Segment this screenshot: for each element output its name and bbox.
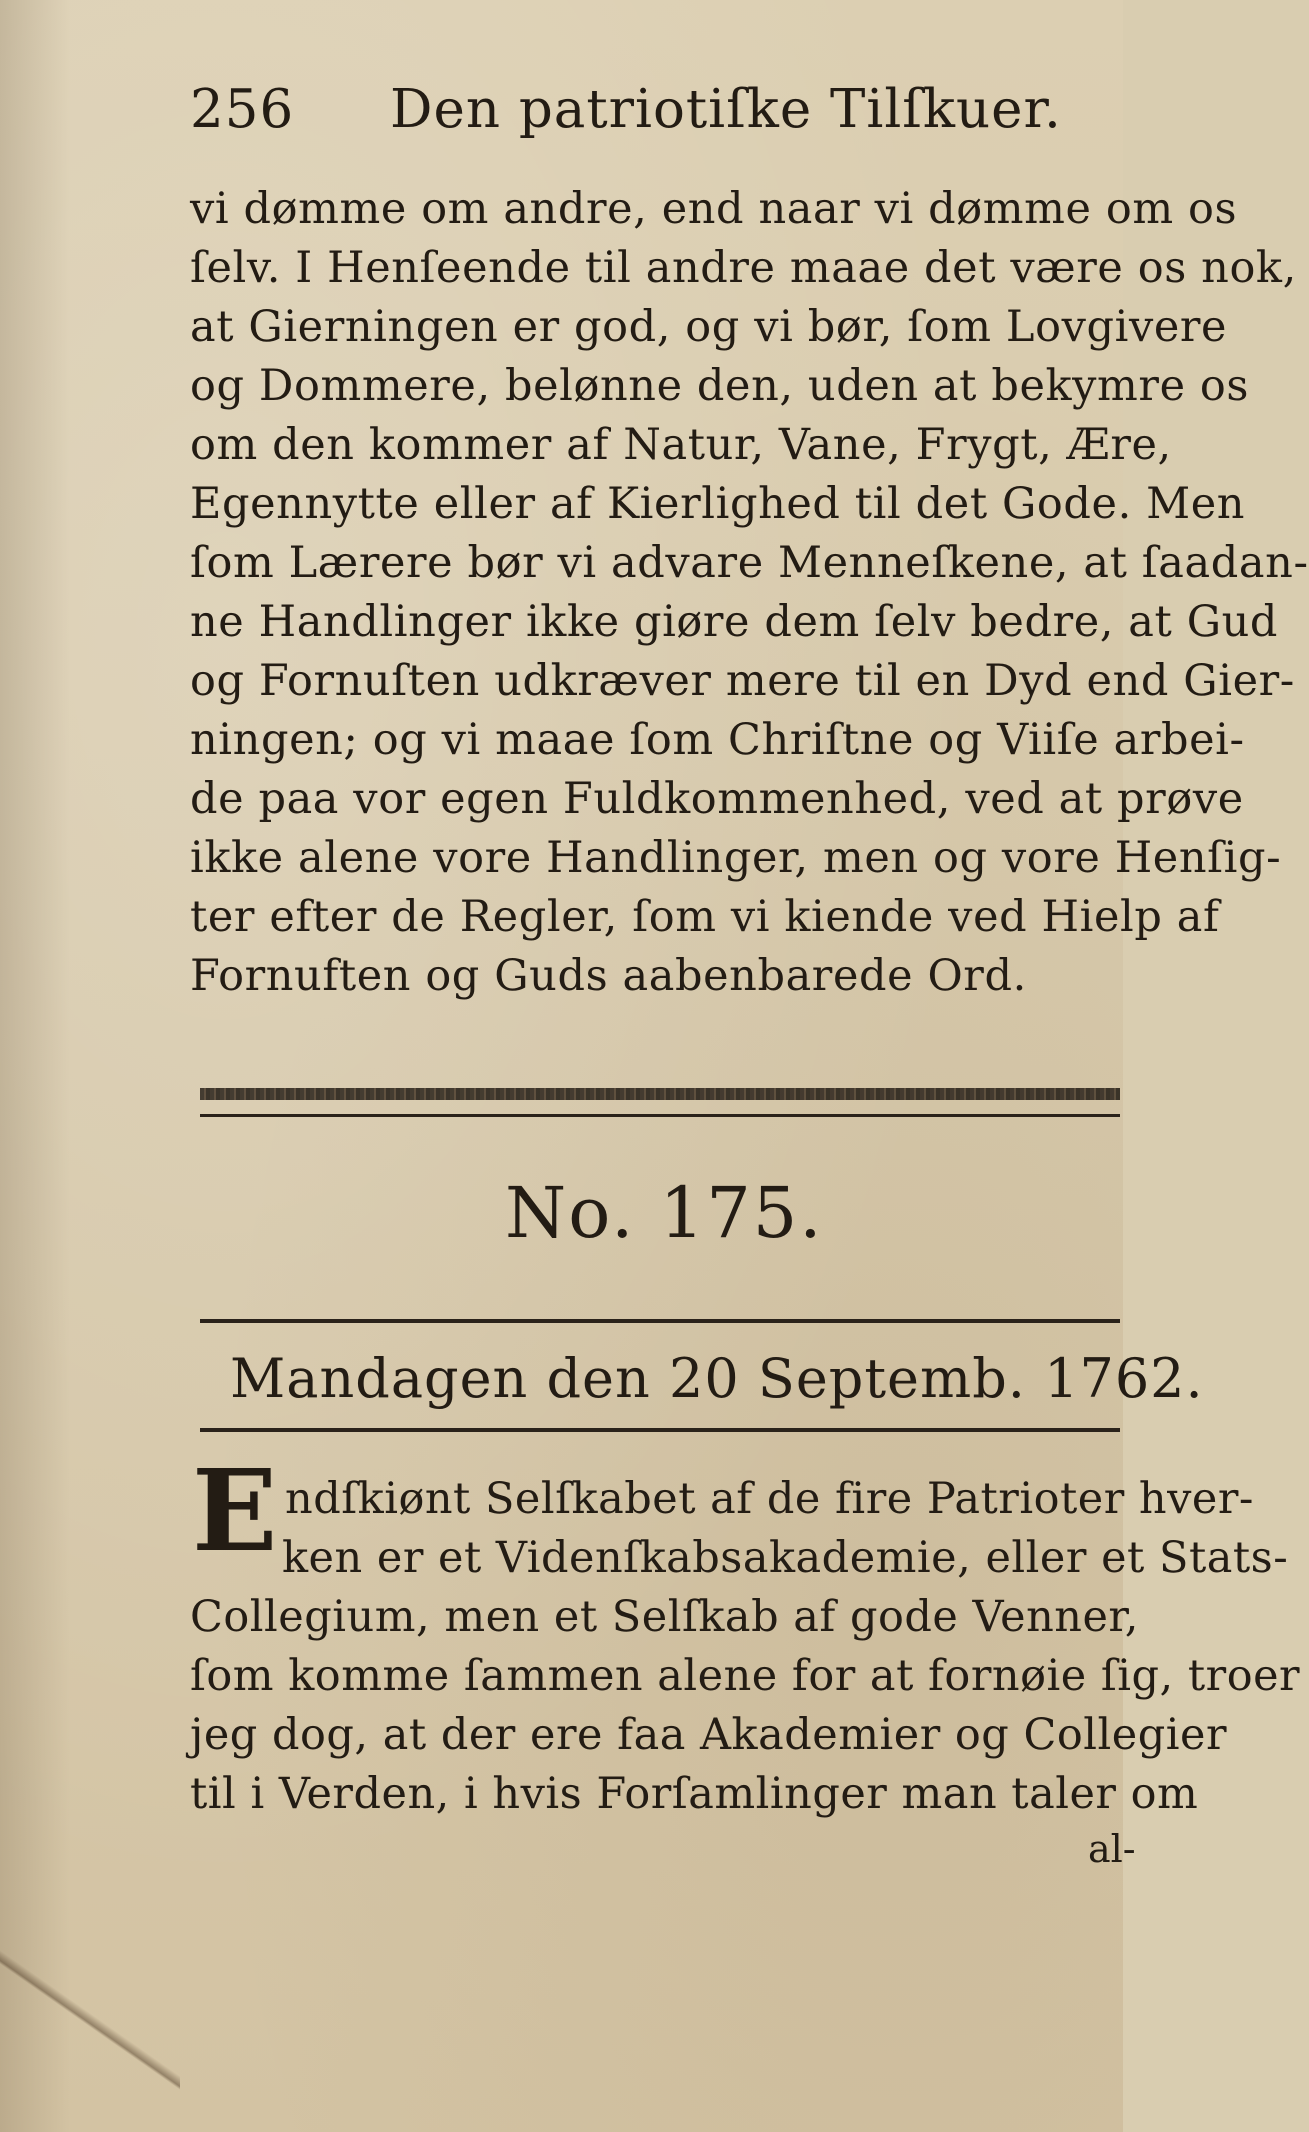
text-line: at Gierningen er god, og vi bør, ſom Lovgivere bbox=[190, 302, 1228, 352]
new-article-text bbox=[190, 1470, 1301, 1824]
text-line: ningen; og vi maae ſom Chriſtne og Viiſe arbei- bbox=[190, 715, 1245, 765]
ornamental-divider bbox=[200, 1088, 1120, 1100]
running-title: Den patriotiſke Tilſkuer. bbox=[390, 79, 1062, 140]
date-bottom-rule bbox=[200, 1428, 1120, 1432]
page-number: 256 bbox=[190, 79, 295, 140]
text-line: de paa vor egen Fuldkommenhed, ved at prøve bbox=[190, 774, 1244, 824]
text-line: Fornuften og Guds aabenbarede Ord. bbox=[190, 951, 1027, 1001]
thin-divider-top bbox=[200, 1114, 1120, 1117]
text-line: ſelv. I Henſeende til andre maae det være os nok, bbox=[190, 243, 1297, 293]
drop-cap-letter: E bbox=[192, 1446, 278, 1577]
text-line: ſom komme ſammen alene for at fornøie ſig, troer bbox=[190, 1651, 1301, 1701]
previous-article-text bbox=[190, 180, 1309, 1006]
text-line: vi dømme om andre, end naar vi dømme om os bbox=[190, 184, 1238, 234]
text-line: ken er et Videnſkabsakademie, eller et Stats- bbox=[282, 1533, 1289, 1583]
text-line-spacer bbox=[190, 1470, 1120, 1529]
article-first-line: ndſkiønt Selſkabet af de fire Patrioter hver- bbox=[285, 1474, 1254, 1524]
text-line: ikke alene vore Handlinger, men og vore Henſig- bbox=[190, 833, 1282, 883]
text-line: ne Handlinger ikke giøre dem ſelv bedre, at Gud bbox=[190, 597, 1279, 647]
text-line: Egennytte eller af Kierlighed til det Gode. Men bbox=[190, 479, 1246, 529]
text-line: til i Verden, i hvis Forſamlinger man taler om bbox=[190, 1769, 1199, 1819]
text-line: Collegium, men et Selſkab af gode Venner, bbox=[190, 1592, 1139, 1642]
page-edge-shadow bbox=[0, 0, 70, 2132]
issue-date: Mandagen den 20 Septemb. 1762. bbox=[230, 1347, 1204, 1410]
text-line: og Fornuſten udkræver mere til en Dyd end Gier- bbox=[190, 656, 1295, 706]
page-header bbox=[190, 70, 1062, 150]
text-line: jeg dog, at der ere faa Akademier og Collegier bbox=[190, 1710, 1228, 1760]
text-line: ſom Lærere bør vi advare Menneſkene, at ſaadan- bbox=[190, 538, 1309, 588]
paper-crease bbox=[0, 1910, 180, 2130]
text-line: om den kommer af Natur, Vane, Frygt, Ære, bbox=[190, 420, 1172, 470]
text-line: ter efter de Regler, ſom vi kiende ved Hielp af bbox=[190, 892, 1220, 942]
issue-number: No. 175. bbox=[505, 1172, 824, 1254]
catchword: al- bbox=[1088, 1827, 1136, 1871]
date-top-rule bbox=[200, 1319, 1120, 1323]
text-line: og Dommere, belønne den, uden at bekymre os bbox=[190, 361, 1250, 411]
